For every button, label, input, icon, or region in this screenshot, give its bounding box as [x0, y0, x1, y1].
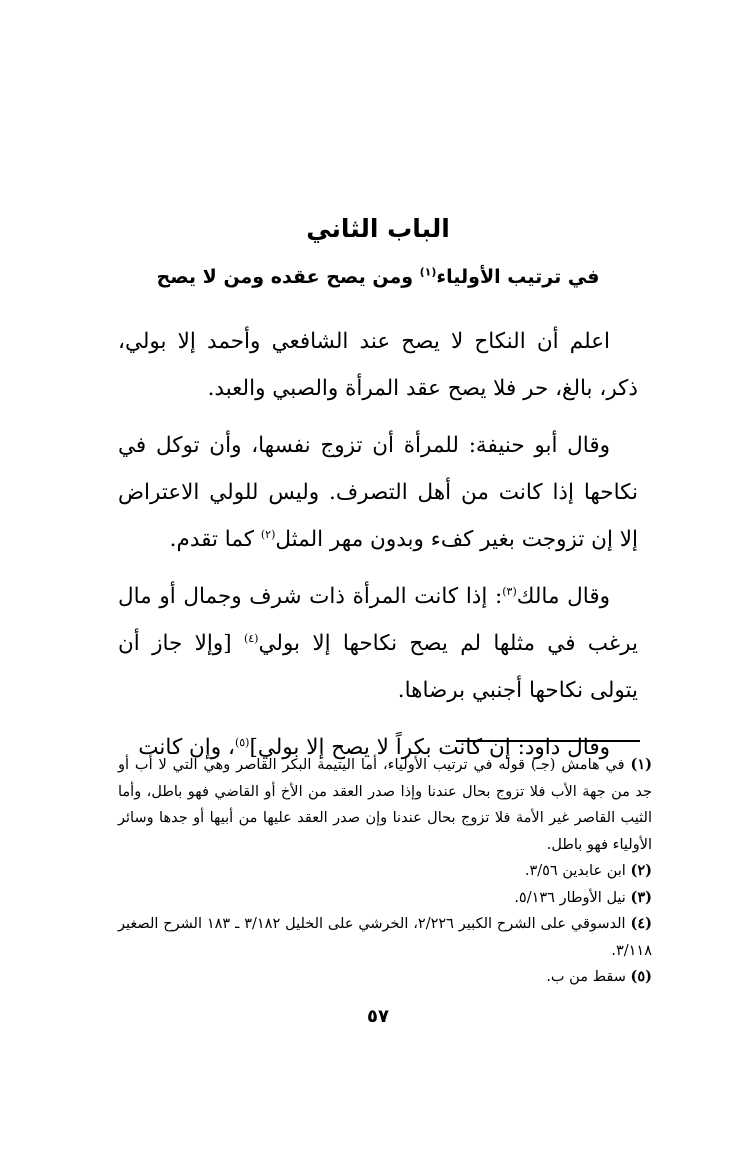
footnote-ref-2: (٢): [260, 527, 276, 541]
footnotes: [118, 752, 652, 991]
footnote-1: [118, 752, 652, 858]
paragraph-2-text-b: كما تقدم.: [169, 527, 261, 552]
page-number: ٥٧: [367, 1006, 389, 1027]
footnote-3-text: نيل الأوطار ٥/١٣٦.: [514, 889, 626, 906]
footnote-3: [118, 885, 652, 912]
footnote-ref-3: (٣): [502, 584, 517, 598]
footnote-3-number: (٣): [630, 888, 652, 906]
paragraph-4-text-a: وقال داود: إن كانت بكراً لا يصح إلا بولي]: [249, 735, 610, 760]
paragraph-1-text: اعلم أن النكاح لا يصح عند الشافعي وأحمد إلا بولي، ذكر، بالغ، حر فلا يصح عقد المرأة والصبي والعبد.: [118, 329, 638, 401]
footnote-ref-5: (٥): [234, 735, 250, 749]
footnote-5-number: (٥): [630, 968, 652, 985]
footnote-1-text: في هامش (جـ) قوله في ترتيب الأولياء، أما اليتيمة البكر القاصر وهي التي لا أب أو جد من جهة الأب فلا تزوج بحال عندنا وإذا صدر العقد من الأخ أو القاضي فهو باطل، وأما الثيب القاصر غير الأمة فلا تزوج بحال عندنا وإن صدر العقد عليها من أبيها أو جدها وسائر الأولياء فهو باطل.: [118, 757, 652, 853]
paragraph-2: [118, 422, 638, 563]
paragraph-3: [118, 573, 638, 714]
paragraph-2-text-a: وقال أبو حنيفة: للمرأة أن تزوج نفسها، وأن توكل في نكاحها إذا كانت من أهل التصرف. وليس للولي الاعتراض إلا إن تزوجت بغير كفء وبدون مهر المثل: [118, 433, 638, 552]
footnote-2-text: ابن عابدين ٣/٥٦.: [524, 863, 626, 879]
paragraph-1: [118, 318, 638, 412]
footnote-4-number: (٤): [630, 915, 652, 932]
footnote-2-number: (٢): [630, 862, 652, 879]
chapter-title: الباب الثاني: [306, 214, 450, 243]
footnote-5: [118, 964, 652, 991]
subtitle-text-a: في ترتيب الأولياء: [436, 266, 600, 288]
footnote-4-text: الدسوقي على الشرح الكبير ٢/٢٢٦، الخرشي على الخليل ٣/١٨٢ ـ ١٨٣ الشرح الصغير ٣/١١٨.: [118, 916, 652, 959]
paragraph-3-text-a: وقال مالك: [516, 584, 610, 609]
paragraph-4-text-b: ، وإن كانت: [138, 735, 235, 760]
footnote-5-text: سقط من ب.: [546, 969, 626, 985]
footnote-separator: [456, 740, 640, 742]
footnote-ref-1: (١): [419, 265, 437, 279]
footnote-ref-4: (٤): [243, 631, 259, 645]
subtitle-text-b: ومن يصح عقده ومن لا يصح: [156, 266, 420, 288]
footnote-1-number: (١): [630, 756, 653, 773]
paragraph-3-text-b: : إذا كانت المرأة ذات شرف وجمال أو مال يرغب في مثلها لم يصح نكاحها إلا بولي: [118, 584, 638, 656]
body-text: [118, 318, 638, 781]
paragraph-3-text-c: [وإلا جاز أن يتولى نكاحها أجنبي برضاها.: [118, 631, 638, 703]
footnote-4: [118, 911, 652, 964]
chapter-subtitle: [60, 266, 696, 288]
footnote-2: [118, 858, 652, 885]
